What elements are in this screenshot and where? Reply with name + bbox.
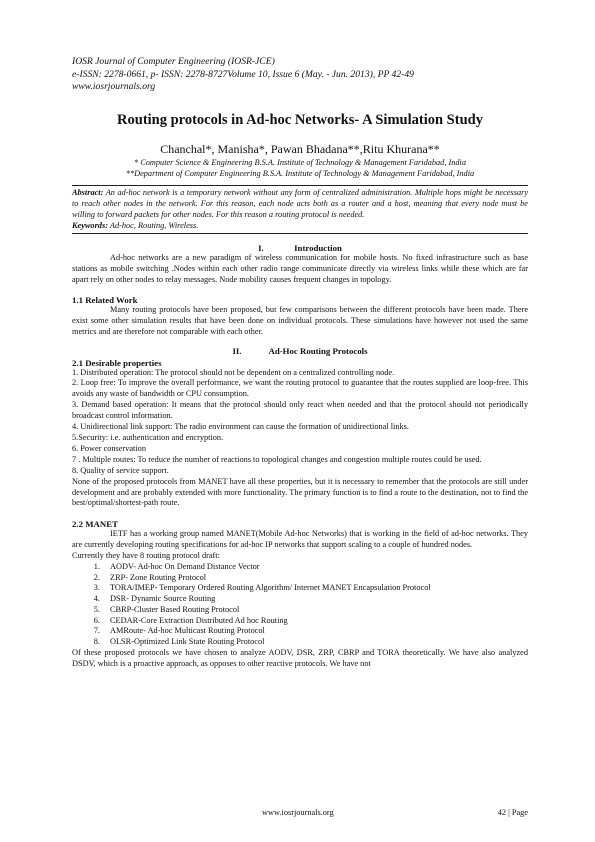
keywords-label: Keywords: [72, 221, 108, 231]
protocol-item [72, 562, 528, 573]
property-item: 2. Loop free: To improve the overall performance, we want the routing protocol to guarantee that the routes supplied are loop-free. This avoids any waste of bandwidth or CPU consumption. [72, 378, 528, 399]
protocol-number: 2. [93, 572, 100, 582]
protocol-item [72, 616, 528, 627]
section-number: II. [232, 345, 242, 356]
protocol-text: AODV- Ad-hoc On Demand Distance Vector [110, 562, 260, 572]
manet-intro: IETF has a working group named MANET(Mobile Ad-hoc Networks) that is working in the field of ad-hoc networks. They are currently developing routing specifications for ad-hoc IP networks that support scaling to a couple of hundred nodes. [72, 529, 528, 550]
protocol-item [72, 583, 528, 594]
section-heading-introduction [72, 243, 528, 253]
property-item: 6. Power conservation [72, 443, 146, 453]
protocol-text: OLSR-Optimized Link State Routing Protocol [110, 636, 265, 646]
protocol-text: DSR- Dynamic Source Routing [110, 594, 216, 604]
protocol-text: TORA/IMEP- Temporary Ordered Routing Algorithm/ Internet MANET Encapsulation Protocol [110, 583, 431, 593]
paper-title: Routing protocols in Ad-hoc Networks- A Simulation Study [117, 111, 483, 128]
paper-page [72, 40, 528, 669]
affiliation-2: **Department of Computer Engineering B.S.A. Institute of Technology & Management Faridabad, India [125, 168, 475, 178]
property-item: 1. Distributed operation: The protocol should not be dependent on a centralized controlling node. [72, 367, 395, 377]
section-title: Ad-Hoc Routing Protocols [268, 345, 368, 356]
protocol-item [72, 573, 528, 584]
journal-name: IOSR Journal of Computer Engineering (IOSR-JCE) [72, 56, 275, 67]
properties-summary: None of the proposed protocols from MANET have all these properties, but it is necessary to remember that the protocols are still under development and are probably extended with more functionality. The primary function is to find a route to the destination, not to find the best/optimal/shortest-path route. [72, 476, 528, 508]
protocol-number: 1. [93, 562, 100, 572]
protocol-item [72, 626, 528, 637]
keywords-text: Ad-hoc, Routing, Wireless. [107, 221, 199, 231]
protocol-number: 3. [93, 583, 100, 593]
protocol-text: ZRP- Zone Routing Protocol [110, 572, 207, 582]
section-heading-adhoc-routing [72, 346, 528, 356]
protocol-item [72, 594, 528, 605]
keywords [72, 220, 528, 231]
manet-closing: Of these proposed protocols we have chosen to analyze AODV, DSR, ZRP, CBRP and TORA theoretically. We have also analyzed DSDV, which is a proactive approach, as opposes to other reactive protocols. We have not [72, 647, 528, 668]
property-item: 8. Quality of service support. [72, 465, 169, 475]
subsection-heading-related-work: 1.1 Related Work [72, 294, 138, 305]
subsection-heading-manet: 2.2 MANET [72, 519, 118, 530]
related-work-paragraph: Many routing protocols have been proposed, but few comparisons between the different protocols have been made. There exist some other simulation results that have been done on individual protocols. These simulations have however not used the same metrics and are therefore not comparable with each other. [72, 304, 528, 336]
protocol-text: AMRoute- Ad-hoc Multicast Routing Protocol [110, 626, 265, 636]
property-item: 3. Demand based operation: It means that the protocol should only react when needed and that the protocol should not periodically broadcast control information. [72, 400, 528, 421]
protocol-number: 8. [93, 636, 100, 646]
protocol-item [72, 605, 528, 616]
protocol-number: 6. [93, 615, 100, 625]
abstract [72, 187, 528, 221]
section-title: Introduction [294, 243, 342, 254]
affiliation-1: * Computer Science & Engineering B.S.A. Institute of Technology & Management Faridabad, India [134, 157, 466, 167]
intro-paragraph: Ad-hoc networks are a new paradigm of wireless communication for mobile hosts. No fixed infrastructure such as base stations as mobile switching .Nodes within each other radio range communicate directly via wireless links while these which are far apart rely on other nodes to relay messages. Node mobility causes frequent changes in topology. [72, 253, 528, 284]
manet-lead: Currently they have 8 routing protocol draft: [72, 551, 220, 561]
abstract-text: An ad-hoc network is a temporary network without any form of centralized administration. Multiple hops might be necessary to reach other nodes in the network. For this reason, each node acts both as a router and a host, meaning that every node must be willing to forward packets for other nodes. For this reason a routing protocol is needed. [72, 187, 528, 219]
protocol-text: CEDAR-Core Extraction Distributed Ad hoc Routing [110, 615, 288, 625]
protocol-number: 7. [93, 626, 100, 636]
section-number: I. [258, 243, 264, 254]
journal-issn: e-ISSN: 2278-0661, p- ISSN: 2278-8727Volume 10, Issue 6 (May. - Jun. 2013), PP 42-49 [72, 68, 414, 80]
property-item: 5.Security: i.e. authentication and encryption. [72, 432, 224, 442]
subsection-heading-desirable-properties: 2.1 Desirable properties [72, 357, 162, 368]
page-number: 42 | Page [497, 808, 528, 817]
protocol-number: 5. [93, 604, 100, 614]
protocol-item [72, 637, 528, 648]
journal-website[interactable]: www.iosrjournals.org [72, 81, 156, 92]
abstract-box [72, 185, 528, 235]
abstract-label: Abstract: [72, 187, 104, 197]
property-item: 7 . Multiple routes: To reduce the number of reactions to topological changes and congestion multiple routes could be used. [72, 454, 482, 464]
protocol-list [72, 562, 528, 648]
footer-url[interactable]: www.iosrjournals.org [262, 808, 334, 817]
paper-authors: Chanchal*, Manisha*, Pawan Bhadana**,Ritu Khurana** [160, 141, 440, 156]
property-item: 4. Unidirectional link support: The radio environment can cause the formation of unidirectional links. [72, 422, 409, 432]
protocol-number: 4. [93, 594, 100, 604]
protocol-text: CBRP-Cluster Based Routing Protocol [110, 604, 240, 614]
journal-header [72, 56, 528, 94]
